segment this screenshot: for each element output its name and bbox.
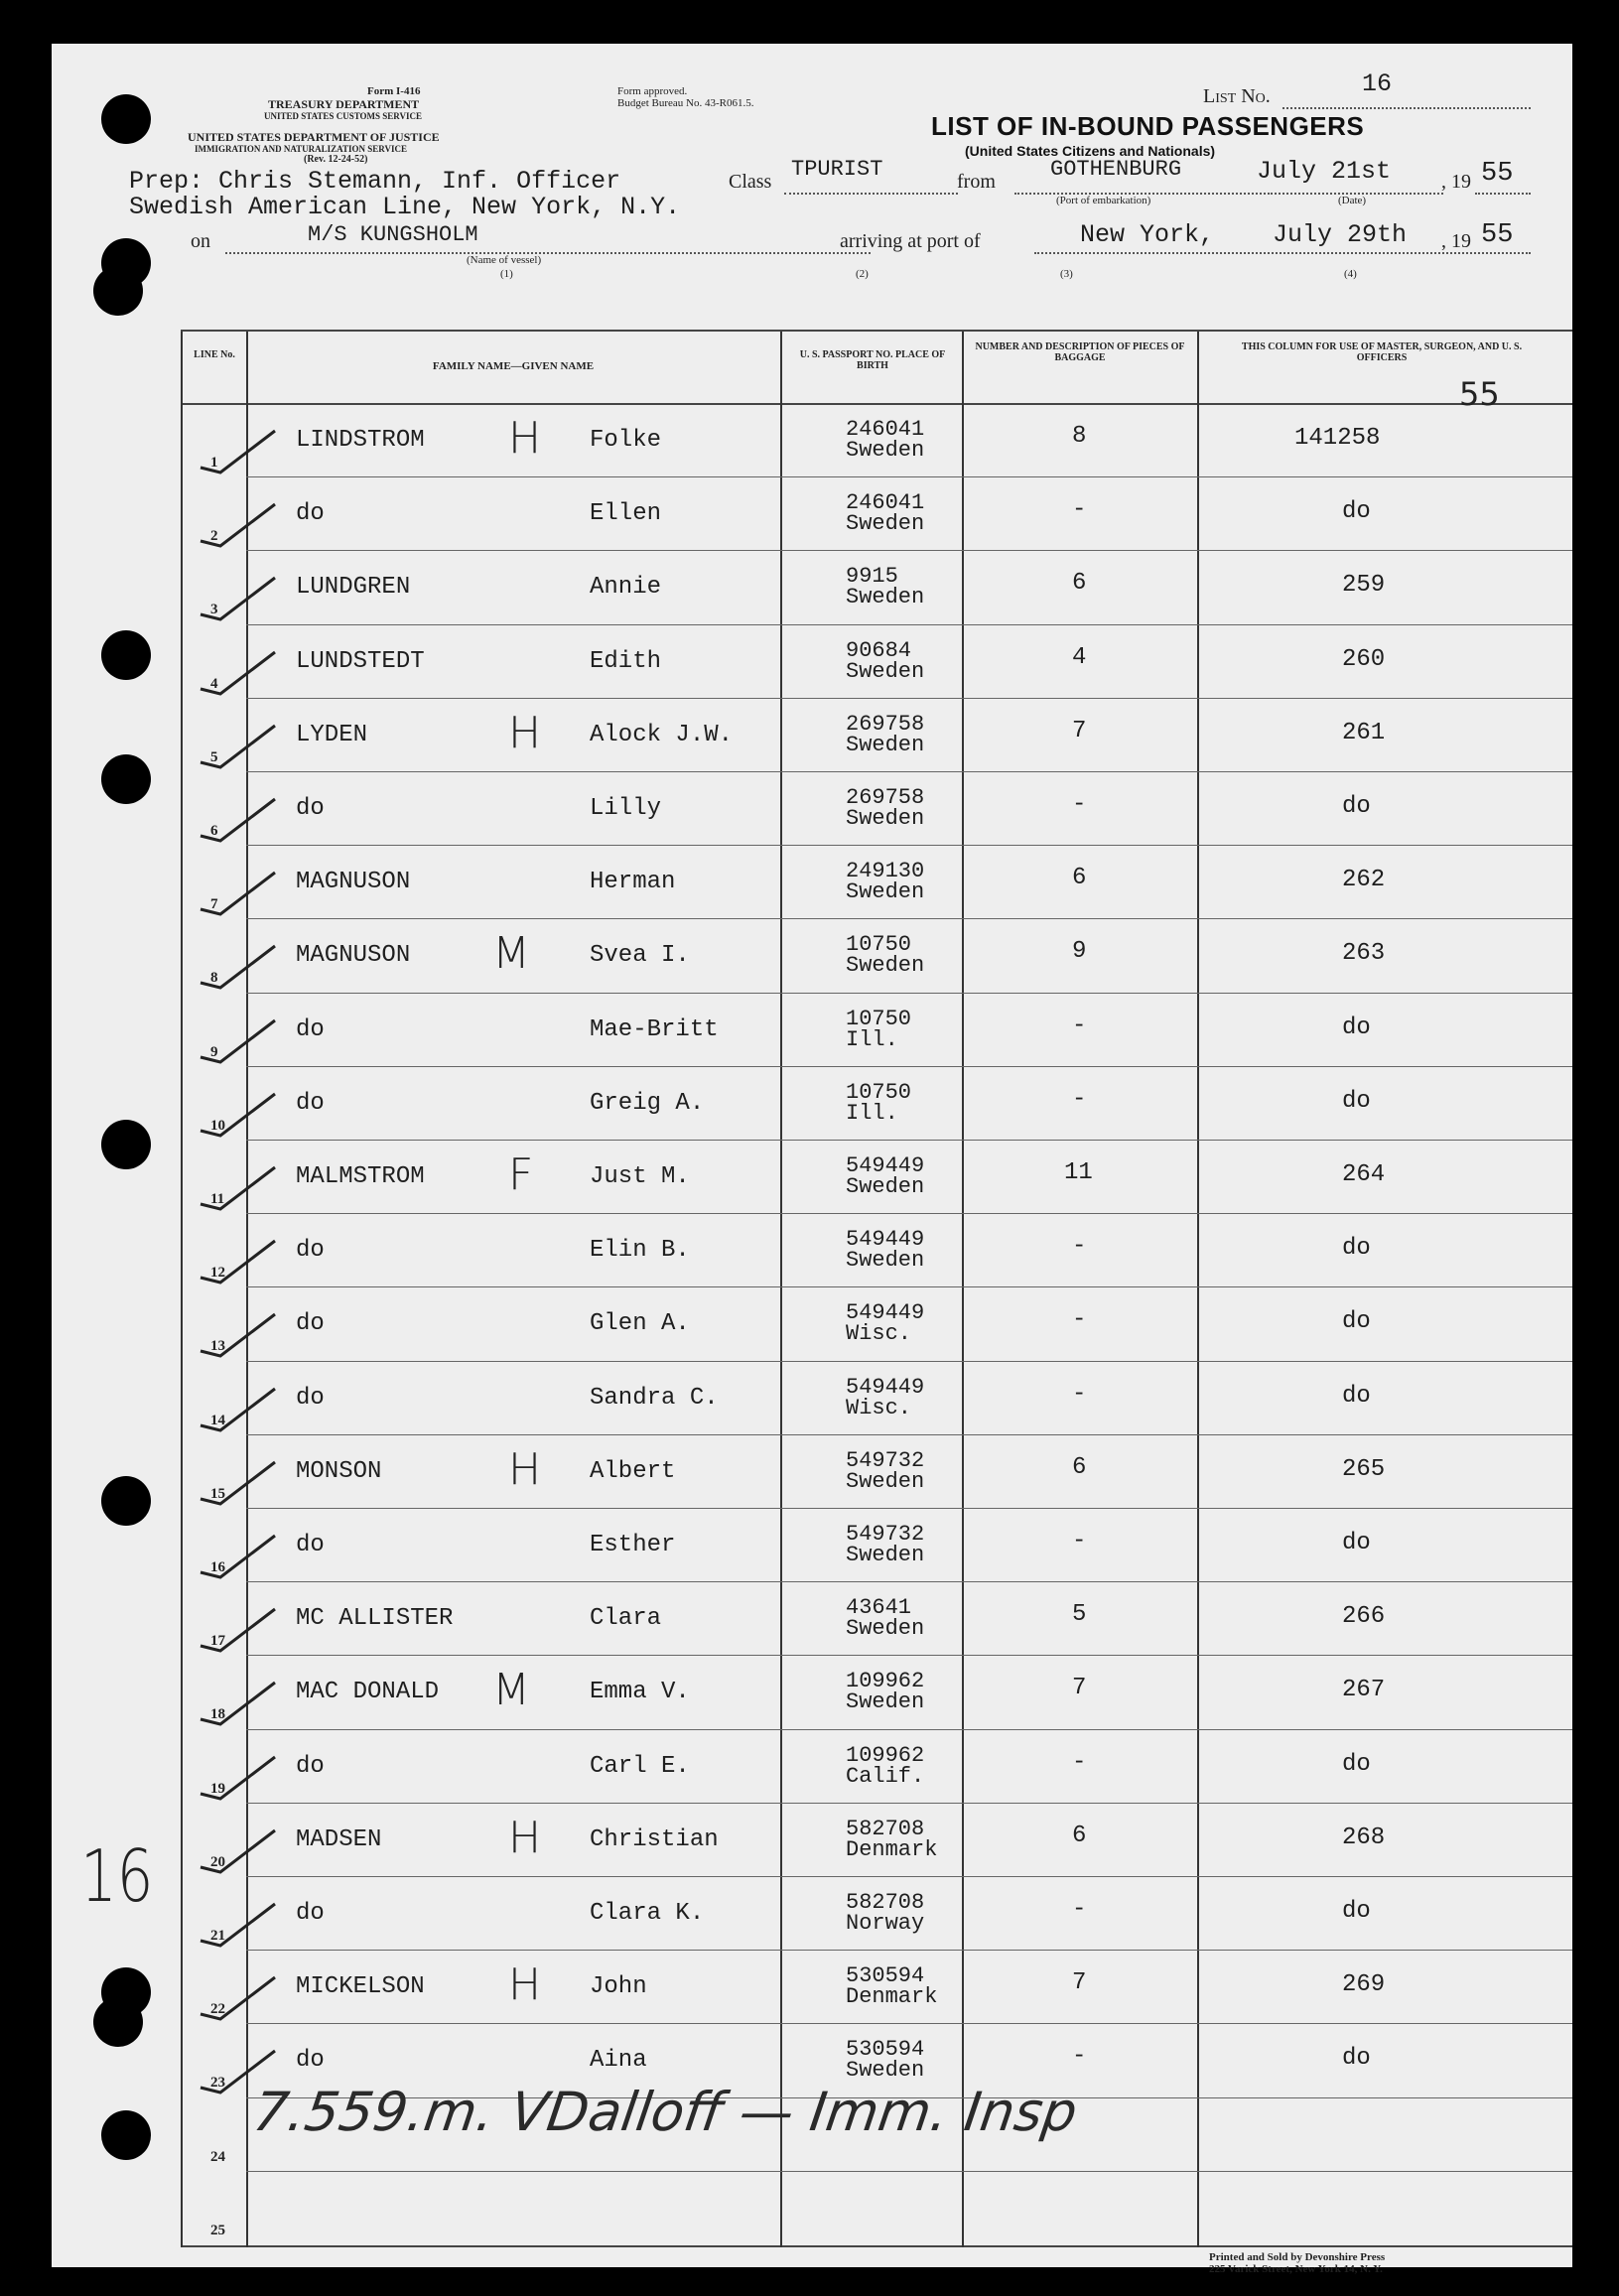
row-divider (246, 1361, 1572, 1362)
table-header-border (181, 403, 1572, 405)
place-of-birth: Denmark (846, 1836, 938, 1862)
check-mark-icon (191, 1739, 280, 1809)
row-divider (246, 1950, 1572, 1951)
officer-entry: do (1342, 1898, 1371, 1925)
line-number: 20 (210, 1853, 225, 1870)
place-of-birth: Ill. (846, 1026, 898, 1052)
line-number: 21 (210, 1928, 225, 1944)
officer-entry: 264 (1342, 1161, 1386, 1188)
customs-service: UNITED STATES CUSTOMS SERVICE (264, 111, 422, 121)
form-number: Form I-416 (367, 85, 421, 97)
line-number: 13 (210, 1338, 225, 1355)
arriving-label: arriving at port of (840, 230, 981, 252)
place-of-birth: Sweden (846, 953, 925, 979)
family-bracket-mark: M (492, 928, 530, 980)
check-mark-icon (191, 1076, 280, 1146)
given-name: Alock J.W. (590, 721, 734, 748)
baggage-count: - (1072, 2043, 1087, 2071)
arrival-date: July 29th (1273, 220, 1408, 249)
manifest-page (52, 44, 1572, 2275)
form-approved: Form approved. (617, 85, 688, 97)
passport-number: 109962 (846, 1669, 925, 1694)
passport-number: 530594 (846, 1963, 925, 1989)
family-bracket-mark: H (508, 1959, 542, 2011)
line-number: 3 (210, 602, 218, 618)
top-right-annotation: 55 (1459, 375, 1500, 413)
check-mark-icon (191, 781, 280, 851)
family-name: MAC DONALD (296, 1679, 440, 1706)
line-number: 22 (210, 2001, 225, 2018)
check-mark-icon (191, 413, 280, 482)
row-divider (246, 476, 1572, 477)
row-divider (246, 1434, 1572, 1435)
col-border-2 (780, 332, 782, 2247)
row-divider (246, 698, 1572, 699)
binder-hole (93, 1997, 143, 2047)
printer-line-1: Printed and Sold by Devonshire Press (1209, 2251, 1386, 2263)
printer-line-2: 225 Varick Street, New York 14, N. Y. (1209, 2263, 1383, 2275)
given-name: Carl E. (590, 1752, 690, 1780)
check-mark-icon (191, 855, 280, 924)
line-number: 9 (210, 1043, 218, 1060)
family-name: MONSON (296, 1457, 382, 1485)
binder-hole (101, 2110, 151, 2160)
family-name: LUNDGREN (296, 574, 411, 602)
given-name: Just M. (590, 1163, 690, 1190)
passport-number: 9915 (846, 564, 898, 590)
line-number: 6 (210, 823, 218, 839)
line-number: 24 (210, 2148, 225, 2165)
given-name: Edith (590, 647, 662, 675)
place-of-birth: Sweden (846, 1543, 925, 1567)
place-of-birth: Sweden (846, 1468, 925, 1494)
place-of-birth: Sweden (846, 1174, 925, 1199)
check-mark-icon (191, 1813, 280, 1882)
family-name: do (296, 795, 325, 822)
officer-entry: 268 (1342, 1823, 1386, 1851)
passport-number: 549732 (846, 1522, 925, 1547)
row-divider (246, 1729, 1572, 1730)
passport-number: 269758 (846, 785, 925, 810)
check-mark-icon (191, 486, 280, 556)
budget-bureau: Budget Bureau No. 43-R061.5. (617, 97, 754, 109)
departure-date: July 21st (1257, 157, 1392, 186)
baggage-count: 6 (1072, 1453, 1087, 1481)
line-number: 15 (210, 1485, 225, 1502)
place-of-birth: Sweden (846, 1689, 925, 1715)
line-number: 1 (210, 455, 218, 471)
revision: (Rev. 12-24-52) (304, 154, 368, 165)
family-name: do (296, 1384, 325, 1412)
passport-number: 582708 (846, 1816, 925, 1841)
officer-entry: 267 (1342, 1677, 1386, 1704)
line-number: 16 (210, 1559, 225, 1575)
place-of-birth: Sweden (846, 2058, 925, 2084)
line-number: 7 (210, 896, 218, 913)
family-name: MICKELSON (296, 1973, 425, 2001)
row-divider (246, 771, 1572, 772)
baggage-count: - (1072, 1233, 1087, 1261)
binder-hole (101, 630, 151, 680)
officer-entry: 266 (1342, 1603, 1386, 1631)
family-name: MALMSTROM (296, 1163, 425, 1190)
passport-number: 549449 (846, 1300, 925, 1326)
line-number: 25 (210, 2222, 225, 2238)
officer-entry: 263 (1342, 940, 1386, 968)
passport-number: 43641 (846, 1595, 912, 1621)
baggage-count: 5 (1072, 1601, 1087, 1629)
baggage-count: 6 (1072, 865, 1087, 892)
on-label: on (191, 230, 210, 252)
officer-entry: 269 (1342, 1971, 1386, 1999)
given-name: Lilly (590, 795, 662, 822)
line-number: 12 (210, 1265, 225, 1282)
check-mark-icon (191, 928, 280, 998)
departure-year: 55 (1481, 159, 1514, 189)
place-of-birth: Sweden (846, 511, 925, 537)
baggage-count: - (1072, 1748, 1087, 1776)
passport-number: 582708 (846, 1890, 925, 1915)
passport-number: 10750 (846, 1079, 912, 1105)
col-head-passport: U. S. PASSPORT NO. PLACE OF BIRTH (799, 349, 946, 371)
prep-line-1: Prep: Chris Stemann, Inf. Officer (129, 167, 621, 196)
family-bracket-mark: H (508, 1443, 542, 1495)
passport-number: 249130 (846, 859, 925, 884)
given-name: Elin B. (590, 1237, 690, 1265)
family-name: do (296, 1015, 325, 1043)
row-divider (246, 1655, 1572, 1656)
baggage-count: 6 (1072, 1822, 1087, 1849)
port-embark-caption: (Port of embarkation) (1056, 195, 1151, 206)
list-no: 16 (1362, 69, 1393, 98)
family-bracket-mark: H (508, 707, 542, 758)
col-head-name: FAMILY NAME—GIVEN NAME (432, 360, 595, 372)
place-of-birth: Calif. (846, 1763, 925, 1789)
given-name: Mae-Britt (590, 1015, 719, 1043)
vessel-caption: (Name of vessel) (467, 254, 542, 266)
col-index-4: (4) (1344, 268, 1357, 280)
row-divider (246, 993, 1572, 994)
from-label: from (957, 171, 996, 193)
given-name: Ellen (590, 500, 662, 528)
passport-number: 549449 (846, 1153, 925, 1178)
arrival-port: New York, (1080, 220, 1215, 249)
class-value: TPURIST (791, 157, 883, 182)
check-mark-icon (191, 1296, 280, 1366)
passport-number: 246041 (846, 417, 925, 442)
baggage-count: - (1072, 1380, 1087, 1408)
baggage-count: 8 (1072, 423, 1087, 450)
officer-entry: 260 (1342, 645, 1386, 673)
family-name: MC ALLISTER (296, 1605, 454, 1633)
row-divider (246, 1581, 1572, 1582)
baggage-count: - (1072, 1306, 1087, 1334)
place-of-birth: Wisc. (846, 1321, 912, 1347)
col-border-0 (181, 332, 183, 2247)
passport-number: 549732 (846, 1447, 925, 1473)
place-of-birth: Sweden (846, 585, 925, 610)
family-name: do (296, 1310, 325, 1338)
officer-entry: do (1342, 1087, 1371, 1115)
port-embarkation: GOTHENBURG (1050, 157, 1182, 182)
justice-dept: UNITED STATES DEPARTMENT OF JUSTICE (188, 130, 440, 144)
family-name: MADSEN (296, 1825, 382, 1853)
given-name: Albert (590, 1457, 676, 1485)
family-name: do (296, 1752, 325, 1780)
col-index-3: (3) (1060, 268, 1073, 280)
place-of-birth: Wisc. (846, 1395, 912, 1420)
officer-entry: 141258 (1294, 425, 1381, 452)
year-label: , 19 (1441, 171, 1471, 193)
officer-entry: do (1342, 1382, 1371, 1410)
check-mark-icon (191, 1591, 280, 1661)
officer-entry: do (1342, 1750, 1371, 1778)
line-number: 11 (210, 1191, 225, 1207)
check-mark-icon (191, 560, 280, 629)
family-name: do (296, 1237, 325, 1265)
family-bracket-mark: H (508, 1812, 542, 1863)
line-number: 18 (210, 1706, 225, 1723)
baggage-count: 6 (1072, 570, 1087, 598)
officer-entry: 262 (1342, 867, 1386, 894)
officer-entry: 261 (1342, 719, 1386, 746)
given-name: Emma V. (590, 1679, 690, 1706)
given-name: Esther (590, 1532, 676, 1558)
row-divider (246, 1803, 1572, 1804)
col-border-3 (962, 332, 964, 2247)
passport-number: 549449 (846, 1227, 925, 1253)
check-mark-icon (191, 1518, 280, 1587)
vessel-name: M/S KUNGSHOLM (308, 222, 478, 247)
baggage-count: 4 (1072, 643, 1087, 671)
row-divider (246, 1286, 1572, 1287)
baggage-count: 7 (1072, 717, 1087, 744)
family-name: LYDEN (296, 721, 368, 748)
passport-number: 246041 (846, 490, 925, 516)
given-name: Svea I. (590, 942, 690, 970)
binder-hole (101, 94, 151, 144)
binder-hole (101, 1476, 151, 1526)
place-of-birth: Denmark (846, 1984, 938, 2010)
table-bottom-border (181, 2245, 1572, 2247)
check-mark-icon (191, 1444, 280, 1514)
baggage-count: 7 (1072, 1675, 1087, 1702)
baggage-count: - (1072, 496, 1087, 524)
row-divider (246, 624, 1572, 625)
date-caption: (Date) (1338, 195, 1367, 206)
check-mark-icon (191, 1003, 280, 1072)
year-label-2: , 19 (1441, 230, 1471, 252)
officer-entry: do (1342, 1013, 1371, 1041)
row-divider (246, 1140, 1572, 1141)
check-mark-icon (191, 1223, 280, 1292)
passport-number: 109962 (846, 1742, 925, 1768)
binder-hole (101, 754, 151, 804)
place-of-birth: Sweden (846, 1616, 925, 1642)
line-number: 4 (210, 675, 218, 692)
col-head-baggage: NUMBER AND DESCRIPTION OF PIECES OF BAGGAGE (975, 341, 1185, 363)
passport-number: 10750 (846, 932, 912, 958)
row-divider (246, 845, 1572, 846)
row-divider (246, 2171, 1572, 2172)
line-number: 10 (210, 1117, 225, 1134)
given-name: Clara (590, 1605, 662, 1633)
place-of-birth: Norway (846, 1911, 925, 1936)
baggage-count: - (1072, 791, 1087, 818)
place-of-birth: Sweden (846, 438, 925, 463)
ins-service: IMMIGRATION AND NATURALIZATION SERVICE (195, 144, 407, 154)
class-label: Class (729, 171, 772, 193)
given-name: Glen A. (590, 1310, 690, 1338)
family-name: MAGNUSON (296, 869, 411, 896)
arrival-year: 55 (1481, 220, 1514, 250)
row-divider (246, 1066, 1572, 1067)
passport-number: 530594 (846, 2037, 925, 2063)
place-of-birth: Sweden (846, 658, 925, 684)
family-name: do (296, 2047, 325, 2075)
prep-line-2: Swedish American Line, New York, N.Y. (129, 193, 681, 221)
check-mark-icon (191, 708, 280, 777)
family-name: LUNDSTEDT (296, 647, 425, 675)
family-name: LINDSTROM (296, 427, 425, 454)
officer-entry: do (1342, 1308, 1371, 1336)
line-number: 2 (210, 528, 218, 545)
given-name: Folke (590, 427, 662, 454)
passport-number: 549449 (846, 1374, 925, 1400)
given-name: Herman (590, 869, 676, 896)
form-title: LIST OF IN-BOUND PASSENGERS (931, 111, 1365, 141)
baggage-count: 7 (1072, 1969, 1087, 1997)
place-of-birth: Sweden (846, 1248, 925, 1274)
officer-entry: do (1342, 2045, 1371, 2073)
line-number: 14 (210, 1412, 225, 1428)
binder-hole (93, 266, 143, 316)
list-no-label: List No. (1203, 85, 1271, 107)
row-divider (246, 1876, 1572, 1877)
line-number: 19 (210, 1780, 225, 1797)
line-number: 17 (210, 1633, 225, 1650)
check-mark-icon (191, 1149, 280, 1219)
family-name: do (296, 1532, 325, 1558)
inspector-signature: 7.559.m. VDalloff — Imm. Insp (249, 2081, 1082, 2143)
row-divider (246, 1508, 1572, 1509)
family-name: do (296, 500, 325, 528)
place-of-birth: Sweden (846, 806, 925, 831)
col-border-4 (1197, 332, 1199, 2247)
baggage-count: - (1072, 1085, 1087, 1113)
passport-number: 269758 (846, 711, 925, 737)
place-of-birth: Ill. (846, 1100, 898, 1126)
family-name: MAGNUSON (296, 942, 411, 970)
treasury-dept: TREASURY DEPARTMENT (268, 97, 420, 111)
check-mark-icon (191, 1371, 280, 1440)
line-number: 5 (210, 748, 218, 765)
baggage-count: - (1072, 1896, 1087, 1923)
given-name: Aina (590, 2047, 647, 2075)
row-divider (246, 2023, 1572, 2024)
family-bracket-mark: F (508, 1149, 534, 1200)
given-name: Sandra C. (590, 1384, 719, 1412)
passport-number: 90684 (846, 637, 912, 663)
officer-entry: do (1342, 793, 1371, 820)
given-name: John (590, 1973, 647, 2001)
check-mark-icon (191, 1665, 280, 1734)
check-mark-icon (191, 634, 280, 704)
place-of-birth: Sweden (846, 879, 925, 905)
officer-entry: do (1342, 1530, 1371, 1556)
col-index-1: (1) (500, 268, 513, 280)
family-name: do (296, 1089, 325, 1117)
baggage-count: 11 (1064, 1159, 1093, 1186)
officer-entry: do (1342, 498, 1371, 526)
baggage-count: 9 (1072, 938, 1087, 966)
officer-entry: 265 (1342, 1455, 1386, 1483)
table-top-border (181, 330, 1572, 332)
binder-hole (101, 1120, 151, 1169)
col-head-line: LINE No. (194, 349, 235, 360)
family-bracket-mark: H (508, 413, 542, 464)
check-mark-icon (191, 1886, 280, 1956)
family-bracket-mark: M (492, 1665, 530, 1716)
officer-entry: 259 (1342, 572, 1386, 600)
given-name: Greig A. (590, 1089, 705, 1117)
check-mark-icon (191, 1959, 280, 2029)
baggage-count: - (1072, 1528, 1087, 1554)
passport-number: 10750 (846, 1006, 912, 1031)
col-index-2: (2) (856, 268, 869, 280)
line-number: 23 (210, 2075, 225, 2092)
row-divider (246, 550, 1572, 551)
form-subtitle: (United States Citizens and Nationals) (965, 143, 1216, 159)
row-divider (246, 1213, 1572, 1214)
place-of-birth: Sweden (846, 732, 925, 757)
family-name: do (296, 1900, 325, 1927)
line-number: 8 (210, 970, 218, 987)
given-name: Christian (590, 1825, 719, 1853)
baggage-count: - (1072, 1012, 1087, 1039)
given-name: Clara K. (590, 1900, 705, 1927)
col-head-officers: THIS COLUMN FOR USE OF MASTER, SURGEON, AND U. S. OFFICERS (1241, 341, 1523, 363)
officer-entry: do (1342, 1235, 1371, 1263)
row-divider (246, 918, 1572, 919)
margin-number: 16 (80, 1834, 154, 1918)
given-name: Annie (590, 574, 662, 602)
